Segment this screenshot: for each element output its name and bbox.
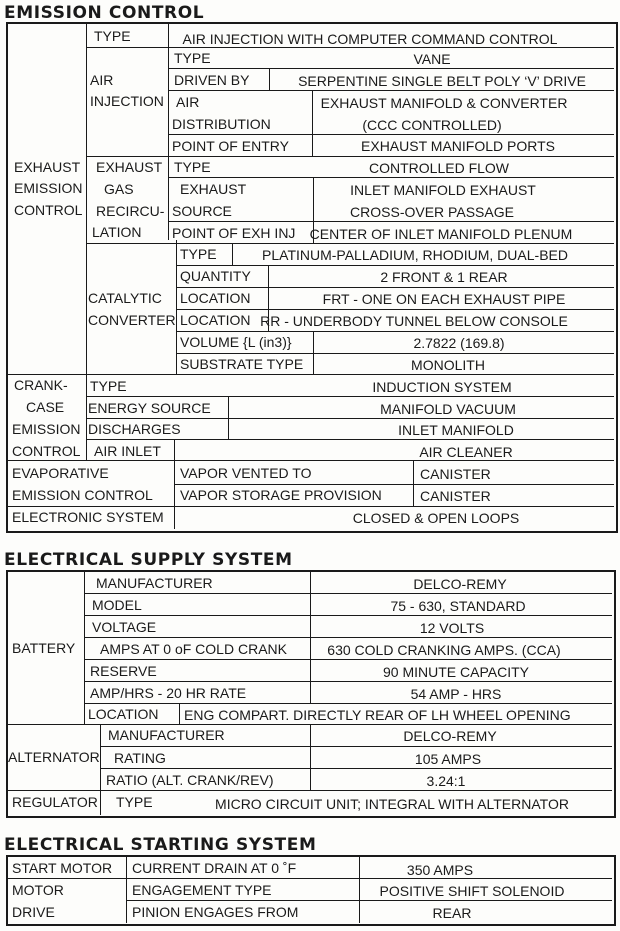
divider	[179, 703, 180, 724]
volume-value: 2.7822 (169.8)	[413, 335, 505, 351]
regulator-type-label: TYPE	[116, 794, 153, 810]
discharges-label: DISCHARGES	[88, 421, 181, 437]
divider	[228, 396, 229, 439]
divider	[174, 460, 175, 529]
energy-source-label: ENERGY SOURCE	[88, 400, 211, 416]
battery-row-value: DELCO-REMY	[413, 576, 507, 592]
catalytic-type-value: PLATINUM-PALLADIUM, RHODIUM, DUAL-BED	[262, 247, 568, 263]
evaporative-heading: EVAPORATIVE	[12, 465, 109, 481]
battery-location-value: ENG COMPART. DIRECTLY REAR OF LH WHEEL OPENING	[184, 707, 571, 723]
egr-source-value: CROSS-OVER PASSAGE	[350, 204, 514, 220]
air-inlet-value: AIR CLEANER	[419, 444, 513, 460]
substrate-label: SUBSTRATE TYPE	[180, 356, 304, 372]
energy-source-value: MANIFOLD VACUUM	[380, 401, 516, 417]
battery-heading: BATTERY	[12, 640, 76, 656]
divider	[168, 24, 169, 240]
electronic-value: CLOSED & OPEN LOOPS	[352, 510, 520, 526]
crankcase-heading: CONTROL	[12, 443, 81, 459]
starting-row-label: PINION ENGAGES FROM	[132, 904, 299, 920]
location-front-value: FRT - ONE ON EACH EXHAUST PIPE	[322, 291, 566, 307]
location-rear-label: LOCATION	[180, 312, 251, 328]
crankcase-type-value: INDUCTION SYSTEM	[372, 379, 512, 395]
regulator-heading: REGULATOR	[12, 794, 98, 810]
electronic-label: ELECTRONIC SYSTEM	[12, 509, 164, 525]
catalytic-heading: CATALYTIC	[88, 290, 162, 306]
rule	[84, 615, 612, 616]
crankcase-type-label: TYPE	[90, 378, 127, 394]
divider	[312, 90, 313, 156]
battery-row-label: VOLTAGE	[92, 619, 157, 635]
driven-by-value: SERPENTINE SINGLE BELT POLY ‘V’ DRIVE	[298, 73, 586, 89]
alternator-row-label: MANUFACTURER	[108, 727, 225, 743]
vapor-storage-label: VAPOR STORAGE PROVISION	[180, 487, 382, 503]
rule	[168, 68, 614, 69]
location-rear-value: RR - UNDERBODY TUNNEL BELOW CONSOLE	[260, 313, 568, 329]
egr-type-value: CONTROLLED FLOW	[368, 160, 510, 176]
rule	[6, 374, 614, 375]
rule	[6, 878, 612, 879]
battery-row-label: AMPS AT 0 oF COLD CRANK	[100, 641, 287, 657]
divider	[359, 857, 360, 923]
rule	[6, 790, 612, 791]
divider	[126, 857, 127, 923]
divider	[313, 331, 314, 374]
alternator-row-value: DELCO-REMY	[403, 728, 497, 744]
alternator-heading: ALTERNATOR	[8, 749, 100, 765]
divider	[232, 243, 233, 265]
egr-point-value: CENTER OF INLET MANIFOLD PLENUM	[309, 226, 573, 242]
battery-row-value: 630 COLD CRANKING AMPS. (CCA)	[327, 642, 561, 658]
battery-row-label: MANUFACTURER	[96, 575, 213, 591]
alternator-row-value: 3.24:1	[426, 773, 466, 789]
rule	[84, 681, 612, 682]
starting-row-label: ENGAGEMENT TYPE	[132, 882, 272, 898]
location-front-label: LOCATION	[180, 290, 251, 306]
egr-source-value: INLET MANIFOLD EXHAUST	[350, 182, 536, 198]
evaporative-heading: EMISSION CONTROL	[12, 487, 153, 503]
starting-title: ELECTRICAL STARTING SYSTEM	[4, 835, 317, 855]
quantity-label: QUANTITY	[180, 268, 251, 284]
crankcase-heading: EMISSION	[12, 421, 81, 437]
point-of-entry-value: EXHAUST MANIFOLD PORTS	[361, 138, 555, 154]
air-injection-heading: INJECTION	[90, 93, 164, 109]
crankcase-heading: CASE	[26, 399, 65, 415]
discharges-value: INLET MANIFOLD	[398, 422, 514, 438]
battery-location-label: LOCATION	[88, 706, 159, 722]
egr-source-label: EXHAUST	[180, 181, 247, 197]
starting-row-value: 350 AMPS	[406, 862, 474, 878]
exhaust-group-label: EMISSION	[14, 180, 83, 196]
egr-heading: EXHAUST	[96, 159, 163, 175]
air-injection-type-value: AIR INJECTION WITH COMPUTER COMMAND CONTROL	[182, 31, 558, 47]
battery-row-label: MODEL	[92, 597, 142, 613]
emission-title: EMISSION CONTROL	[4, 3, 205, 23]
catalytic-type-label: TYPE	[180, 246, 217, 262]
air-distribution-value: (CCC CONTROLLED)	[362, 117, 502, 133]
exhaust-group-label: EXHAUST	[14, 159, 81, 175]
point-of-entry-label: POINT OF ENTRY	[172, 138, 289, 154]
rule	[86, 396, 614, 397]
battery-row-value: 12 VOLTS	[419, 620, 485, 636]
start-motor-heading: MOTOR	[12, 882, 64, 898]
exhaust-group-label: CONTROL	[14, 202, 83, 218]
divider	[310, 724, 311, 790]
battery-row-value: 90 MINUTE CAPACITY	[383, 664, 529, 680]
divider	[174, 439, 175, 460]
catalytic-heading: CONVERTER	[88, 312, 176, 328]
rule	[100, 746, 612, 747]
driven-by-label: DRIVEN BY	[174, 72, 250, 88]
sub-type-value: VANE	[413, 51, 451, 67]
battery-row-value: 75 - 630, STANDARD	[390, 598, 526, 614]
battery-row-label: RESERVE	[90, 663, 157, 679]
divider	[86, 24, 87, 374]
vapor-vented-value: CANISTER	[420, 466, 491, 482]
vapor-vented-label: VAPOR VENTED TO	[180, 465, 312, 481]
air-distribution-value: EXHAUST MANIFOLD & CONVERTER	[320, 95, 568, 111]
divider	[84, 572, 85, 724]
egr-source-label: SOURCE	[172, 203, 232, 219]
divider	[86, 374, 87, 460]
air-injection-heading: AIR	[90, 72, 114, 88]
divider	[269, 68, 270, 90]
divider	[413, 460, 414, 506]
vapor-storage-value: CANISTER	[420, 488, 491, 504]
substrate-value: MONOLITH	[411, 357, 485, 373]
egr-heading: RECIRCU-	[96, 203, 165, 219]
air-inlet-label: AIR INLET	[94, 443, 161, 459]
start-motor-heading: START MOTOR	[12, 860, 113, 876]
egr-heading: GAS	[104, 181, 134, 197]
alternator-row-label: RATING	[114, 750, 166, 766]
start-motor-heading: DRIVE	[12, 904, 55, 920]
egr-point-label: POINT OF EXH INJ	[172, 225, 296, 241]
rule	[84, 593, 612, 594]
alternator-row-value: 105 AMPS	[414, 751, 482, 767]
alternator-row-label: RATIO (ALT. CRANK/REV)	[106, 772, 274, 788]
volume-label: VOLUME {L (in3)}	[180, 334, 292, 350]
rule	[86, 156, 614, 157]
rule	[84, 703, 612, 704]
egr-type-label: TYPE	[174, 159, 211, 175]
battery-row-value: 54 AMP - HRS	[410, 686, 502, 702]
air-distribution-label: DISTRIBUTION	[172, 116, 271, 132]
rule	[86, 439, 614, 440]
sub-type-label: TYPE	[174, 50, 211, 66]
air-distribution-label: AIR	[176, 94, 200, 110]
crankcase-heading: CRANK-	[14, 377, 68, 393]
egr-heading: LATION	[92, 224, 142, 240]
starting-row-value: POSITIVE SHIFT SOLENOID	[379, 883, 565, 899]
starting-row-label: CURRENT DRAIN AT 0 ˚F	[132, 860, 297, 876]
supply-title: ELECTRICAL SUPPLY SYSTEM	[4, 550, 293, 570]
battery-row-label: AMP/HRS - 20 HR RATE	[90, 685, 247, 701]
regulator-type-value: MICRO CIRCUIT UNIT; INTEGRAL WITH ALTERNATOR	[215, 796, 569, 812]
divider	[100, 724, 101, 790]
rule	[84, 637, 612, 638]
rule	[100, 768, 612, 769]
air-injection-type-label: TYPE	[94, 28, 131, 44]
starting-row-value: REAR	[432, 905, 472, 921]
divider	[100, 790, 101, 815]
quantity-value: 2 FRONT & 1 REAR	[380, 269, 508, 285]
